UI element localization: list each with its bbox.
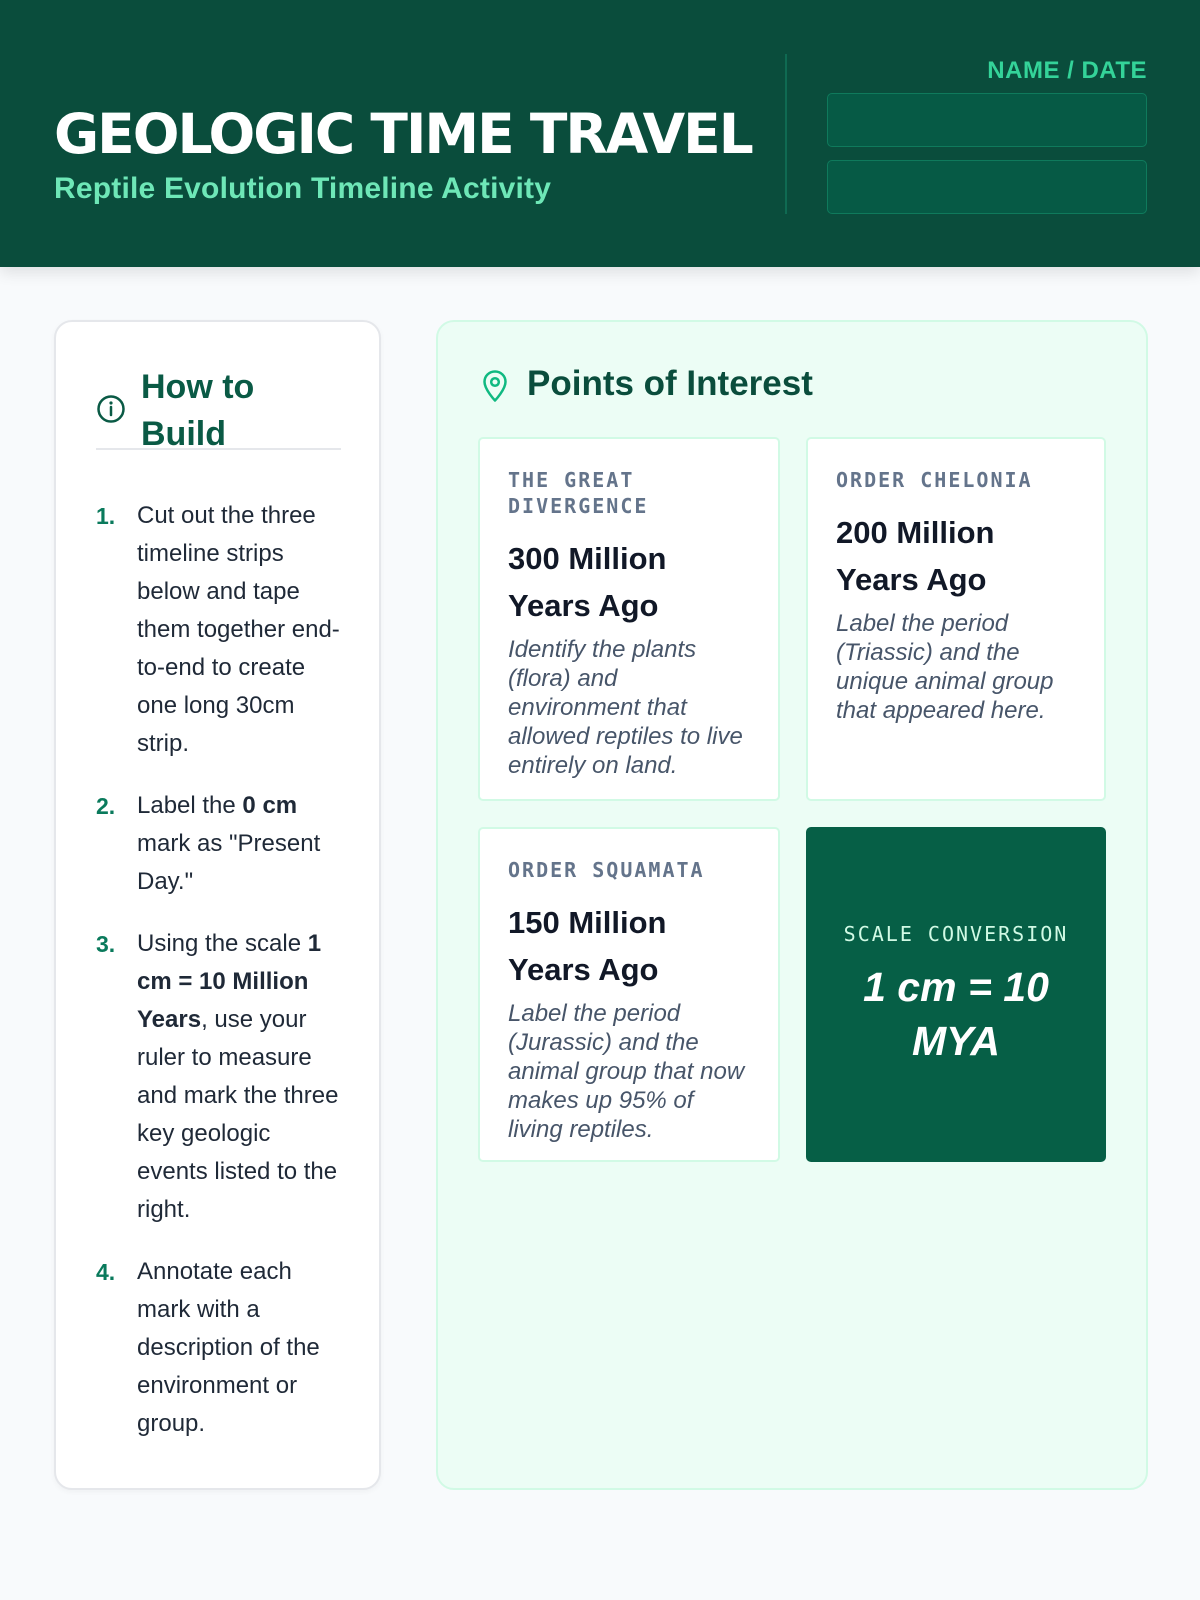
worksheet-subtitle: Reptile Evolution Timeline Activity [54, 172, 552, 205]
map-pin-icon [480, 369, 510, 403]
event-card-great-divergence [478, 437, 780, 801]
event-time: 150 Million Years Ago [508, 905, 667, 987]
event-tag: ORDER SQUAMATA [508, 858, 705, 882]
step-text: Label the 0 cm mark as "Present Day." [137, 792, 321, 895]
date-field[interactable] [827, 160, 1147, 214]
step-number: 2. [96, 793, 116, 819]
event-card-order-squamata [478, 827, 780, 1162]
event-tag: THE GREAT DIVERGENCE [508, 468, 649, 518]
step-number: 4. [96, 1259, 116, 1285]
worksheet-title: GEOLOGIC TIME TRAVEL [54, 102, 752, 166]
event-tag: ORDER CHELONIA [836, 468, 1033, 492]
instruction-steps [96, 497, 346, 1467]
step-number: 3. [96, 931, 116, 957]
instruction-step [96, 925, 346, 1229]
how-to-build-title: How to Build [141, 368, 255, 453]
scale-label: SCALE CONVERSION [843, 921, 1069, 946]
step-text: Annotate each mark with a description of the environment or group. [137, 1258, 320, 1437]
info-circle-icon [96, 394, 126, 424]
how-to-build-card [54, 320, 381, 1490]
scale-conversion-card [806, 827, 1106, 1162]
header-divider [785, 54, 787, 214]
instruction-step [96, 787, 346, 901]
event-description: Label the period (Jurassic) and the animal group that now makes up 95% of living reptiles. [508, 1000, 745, 1143]
step-text: Cut out the three timeline strips below and tape them together end-to-end to create one long 30cm strip. [137, 502, 340, 757]
step-text: Using the scale 1 cm = 10 Million Years, use your ruler to measure and mark the three key geologic events listed to the right. [137, 930, 339, 1223]
instruction-step [96, 497, 346, 763]
points-of-interest-title: Points of Interest [527, 364, 813, 403]
event-card-order-chelonia [806, 437, 1106, 801]
step-emphasis: 1 cm = 10 Million Years [137, 930, 322, 1033]
page-header [0, 0, 1200, 267]
event-description: Identify the plants (flora) and environment that allowed reptiles to live entirely on land. [508, 636, 743, 779]
instruction-step [96, 1253, 346, 1443]
scale-value: 1 cm = 10 MYA [863, 963, 1049, 1064]
name-field[interactable] [827, 93, 1147, 147]
step-number: 1. [96, 503, 116, 529]
event-description: Label the period (Triassic) and the unique animal group that appeared here. [836, 610, 1054, 724]
points-of-interest-panel [436, 320, 1148, 1490]
event-time: 300 Million Years Ago [508, 541, 667, 623]
name-date-label: NAME / DATE [987, 57, 1147, 84]
how-to-build-header [96, 364, 341, 453]
step-emphasis: 0 cm [242, 792, 298, 819]
event-time: 200 Million Years Ago [836, 515, 995, 597]
